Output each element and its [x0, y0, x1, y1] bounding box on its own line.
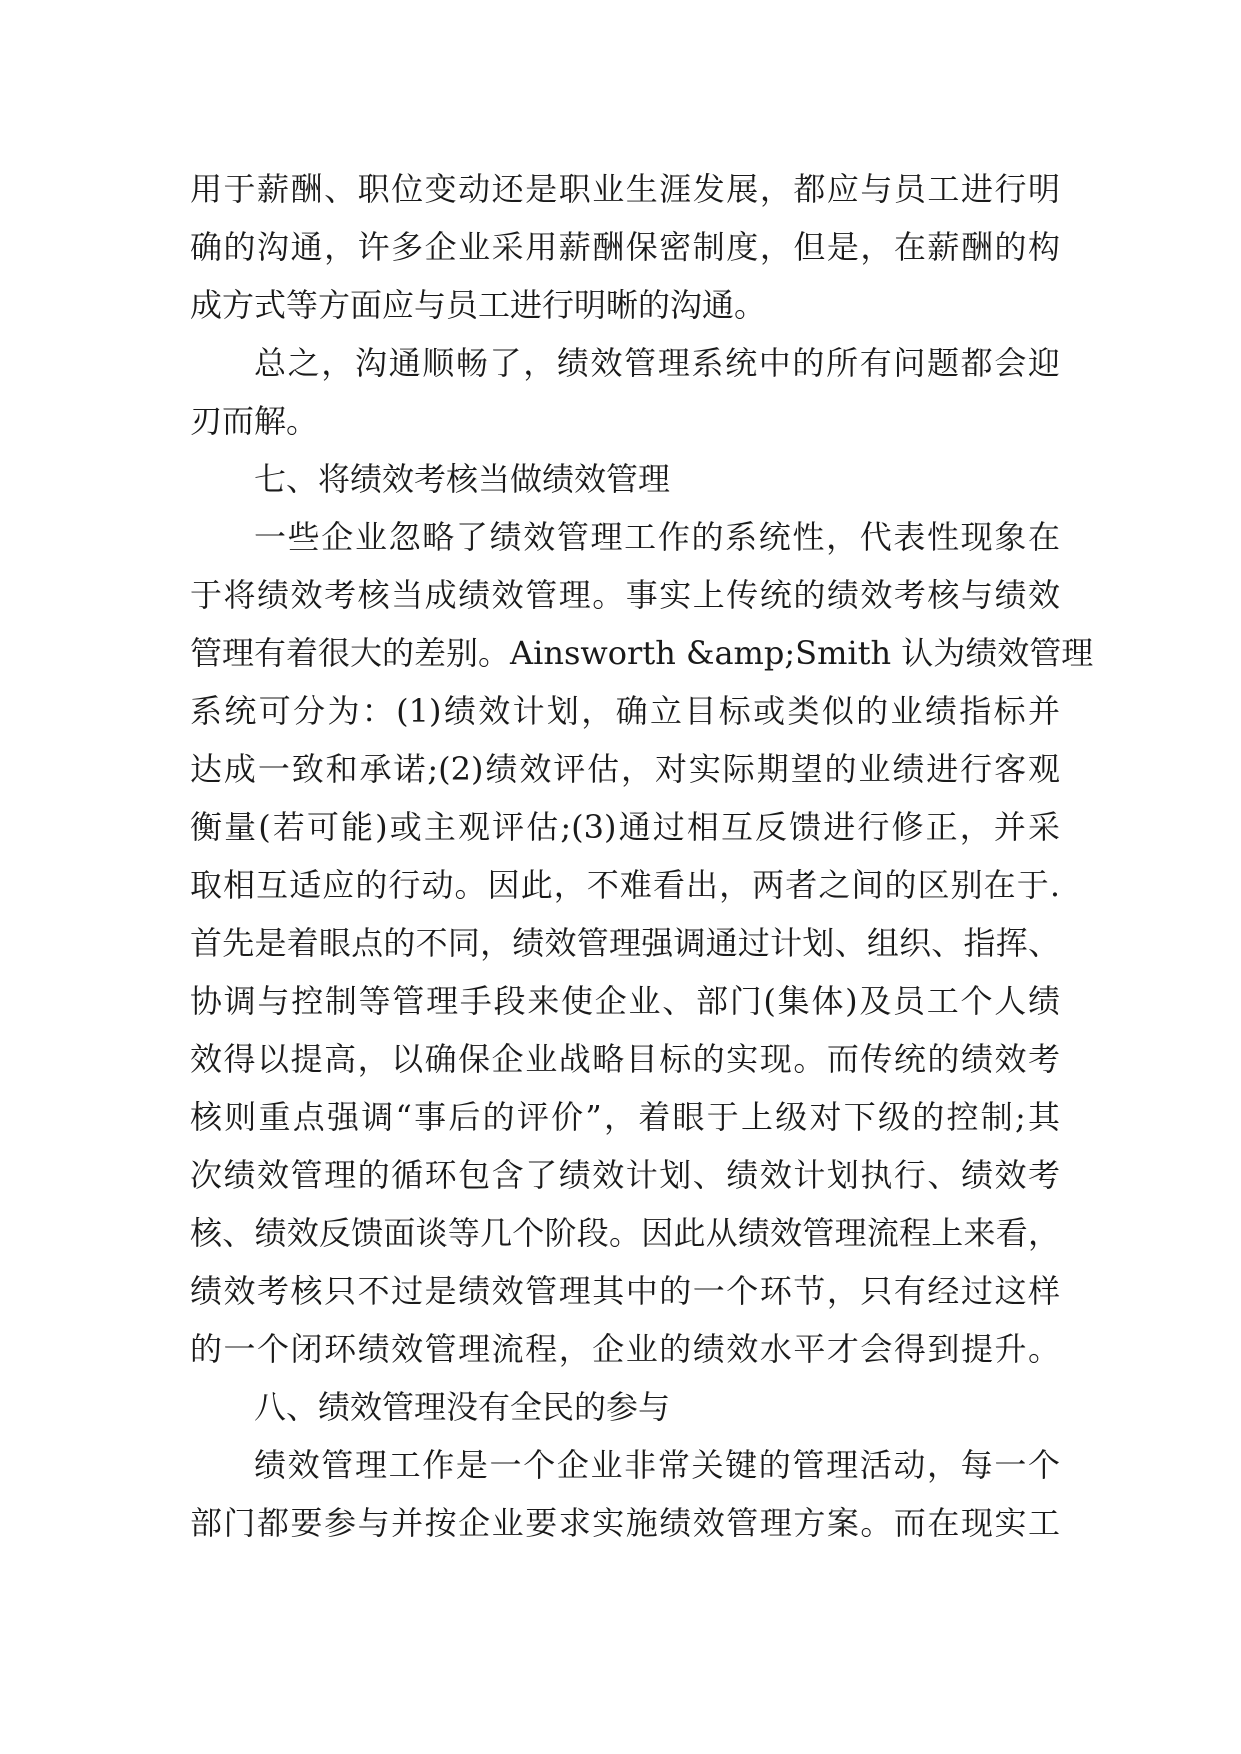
text-line: 的一个闭环绩效管理流程，企业的绩效水平才会得到提升。 [190, 1330, 1060, 1368]
text-line: 效得以提高，以确保企业战略目标的实现。而传统的绩效考 [190, 1040, 1060, 1078]
body-text [190, 160, 1094, 1552]
text-line: 一些企业忽略了绩效管理工作的系统性，代表性现象在 [254, 518, 1060, 556]
text-line: 总之，沟通顺畅了，绩效管理系统中的所有问题都会迎 [254, 344, 1060, 382]
text-line: 次绩效管理的循环包含了绩效计划、绩效计划执行、绩效考 [190, 1156, 1060, 1194]
section-heading: 八、绩效管理没有全民的参与 [254, 1388, 671, 1426]
text-line: 衡量(若可能)或主观评估;(3)通过相互反馈进行修正，并采 [190, 808, 1060, 846]
text-line: 首先是着眼点的不同，绩效管理强调通过计划、组织、指挥、 [190, 924, 1060, 962]
text-line: 于将绩效考核当成绩效管理。事实上传统的绩效考核与绩效 [190, 576, 1060, 614]
text-line: 绩效管理工作是一个企业非常关键的管理活动，每一个 [254, 1446, 1060, 1484]
text-line: 绩效考核只不过是绩效管理其中的一个环节，只有经过这样 [190, 1272, 1060, 1310]
text-line: 部门都要参与并按企业要求实施绩效管理方案。而在现实工 [190, 1504, 1060, 1542]
text-line: 取相互适应的行动。因此，不难看出，两者之间的区别在于. [190, 866, 1060, 904]
text-line: 确的沟通，许多企业采用薪酬保密制度，但是，在薪酬的构 [190, 228, 1060, 266]
text-line: 用于薪酬、职位变动还是职业生涯发展，都应与员工进行明 [190, 170, 1060, 208]
text-line: 协调与控制等管理手段来使企业、部门(集体)及员工个人绩 [190, 982, 1060, 1020]
text-line: 成方式等方面应与员工进行明晰的沟通。 [190, 286, 767, 324]
text-line: 刃而解。 [190, 402, 319, 440]
text-line: 管理有着很大的差别。Ainsworth &amp;Smith 认为绩效管理 [190, 634, 1094, 672]
text-line: 系统可分为：(1)绩效计划，确立目标或类似的业绩指标并 [190, 692, 1060, 730]
text-line: 核则重点强调“事后的评价”，着眼于上级对下级的控制;其 [190, 1098, 1060, 1136]
text-line: 核、绩效反馈面谈等几个阶段。因此从绩效管理流程上来看， [190, 1214, 1060, 1252]
section-heading: 七、将绩效考核当做绩效管理 [254, 460, 671, 498]
text-line: 达成一致和承诺;(2)绩效评估，对实际期望的业绩进行客观 [190, 750, 1060, 788]
